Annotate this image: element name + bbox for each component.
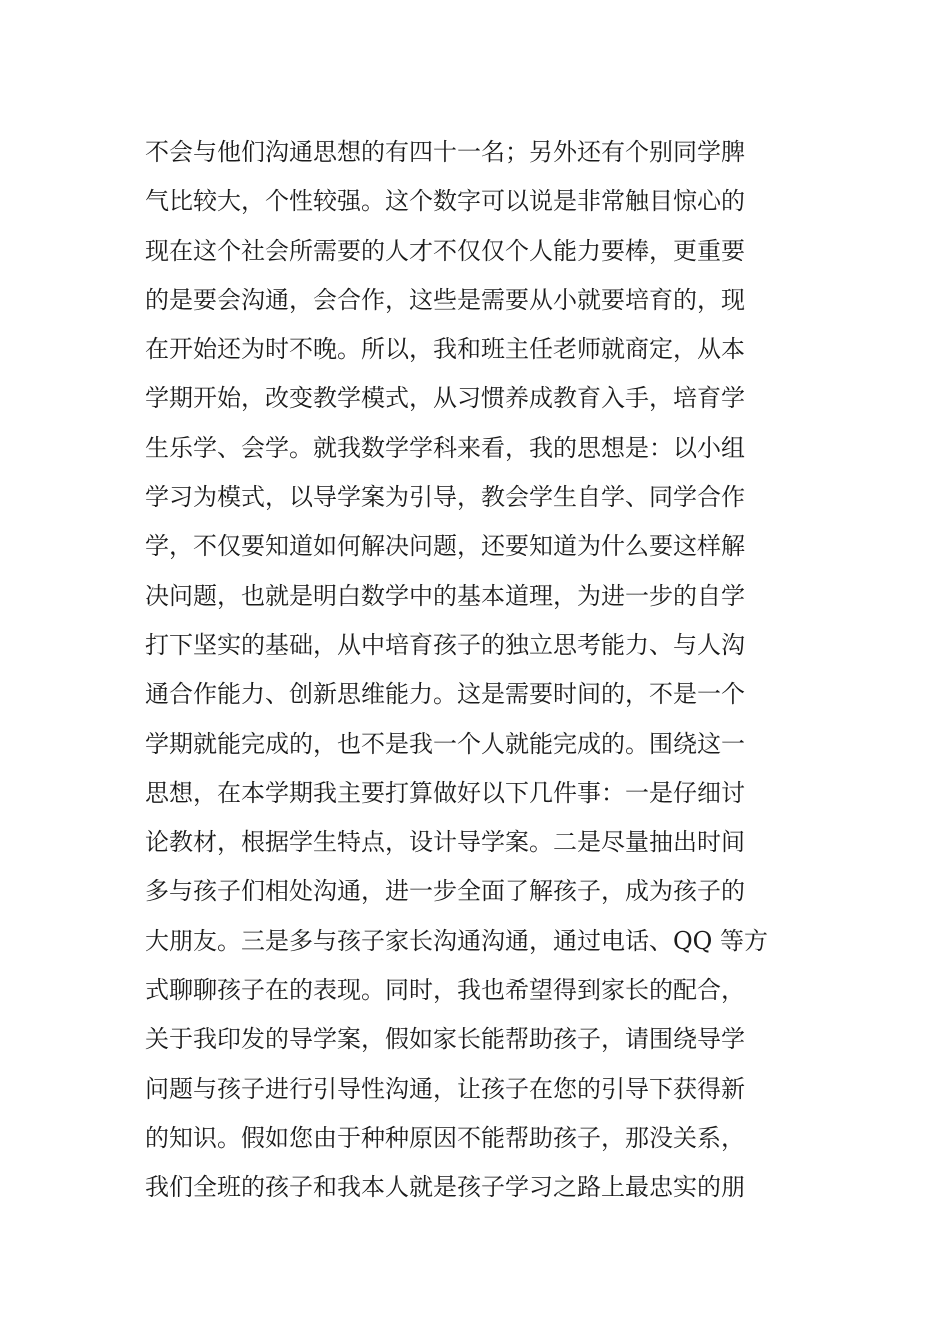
text-line: 大朋友。三是多与孩子家长沟通沟通，通过电话、QQ 等方 bbox=[145, 926, 768, 955]
text-line: 多与孩子们相处沟通，进一步全面了解孩子，成为孩子的 bbox=[145, 877, 745, 906]
text-line: 学期就能完成的，也不是我一个人就能完成的。围绕这一 bbox=[145, 729, 745, 758]
text-line: 决问题，也就是明白数学中的基本道理，为进一步的自学 bbox=[145, 581, 745, 610]
text-line: 问题与孩子进行引导性沟通，让孩子在您的引导下获得新 bbox=[145, 1074, 745, 1103]
text-line: 不会与他们沟通思想的有四十一名；另外还有个别同学脾 bbox=[145, 138, 745, 166]
text-line: 通合作能力、创新思维能力。这是需要时间的，不是一个 bbox=[145, 680, 745, 709]
text-line: 学期开始，改变教学模式，从习惯养成教育入手，培育学 bbox=[145, 384, 745, 413]
text-line: 学，不仅要知道如何解决问题，还要知道为什么要这样解 bbox=[145, 532, 745, 561]
body-paragraph bbox=[145, 128, 810, 1213]
text-line: 在开始还为时不晚。所以，我和班主任老师就商定，从本 bbox=[145, 335, 745, 364]
text-line: 生乐学、会学。就我数学学科来看，我的思想是：以小组 bbox=[145, 433, 745, 462]
text-line: 关于我印发的导学案，假如家长能帮助孩子，请围绕导学 bbox=[145, 1025, 745, 1054]
text-line: 思想，在本学期我主要打算做好以下几件事：一是仔细讨 bbox=[145, 778, 745, 807]
text-line: 打下坚实的基础，从中培育孩子的独立思考能力、与人沟 bbox=[145, 630, 745, 659]
text-line: 式聊聊孩子在的表现。同时，我也希望得到家长的配合， bbox=[145, 976, 745, 1005]
text-line: 的知识。假如您由于种种原因不能帮助孩子，那没关系， bbox=[145, 1123, 745, 1152]
text-line: 论教材，根据学生特点，设计导学案。二是尽量抽出时间 bbox=[145, 828, 745, 857]
text-line: 的是要会沟通，会合作，这些是需要从小就要培育的，现 bbox=[145, 285, 745, 314]
text-line: 我们全班的孩子和我本人就是孩子学习之路上最忠实的朋 bbox=[145, 1173, 745, 1202]
text-line: 学习为模式，以导学案为引导，教会学生自学、同学合作 bbox=[145, 483, 745, 512]
text-line: 气比较大，个性较强。这个数字可以说是非常触目惊心的 bbox=[145, 187, 745, 216]
text-line: 现在这个社会所需要的人才不仅仅个人能力要棒，更重要 bbox=[145, 236, 745, 265]
